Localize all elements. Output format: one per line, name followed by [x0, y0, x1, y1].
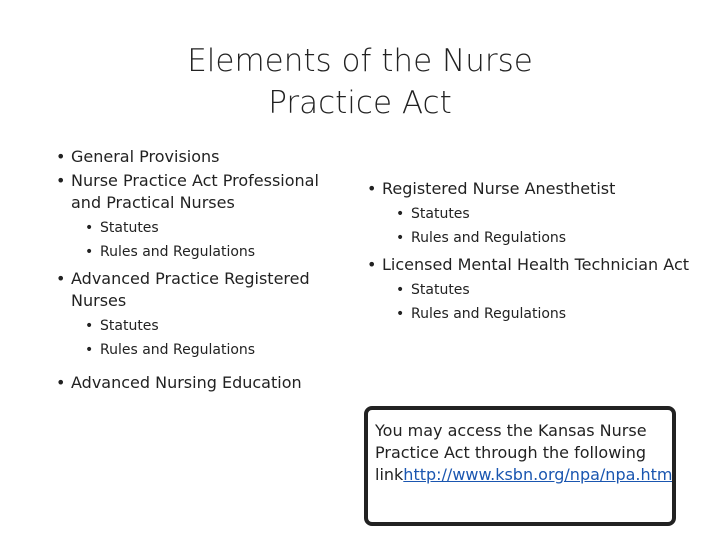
bullet-advanced-practice-registered-nurses: • Advanced Practice Registered Nurses: [56, 268, 341, 312]
sub-bullet-statutes: • Statutes: [56, 216, 341, 240]
access-text-line-3: [375, 464, 673, 486]
advanced-practice-sublist: [56, 314, 341, 362]
left-bullet-list-continued: [56, 268, 341, 312]
bullet-nurse-practice-act: • Nurse Practice Act Professional and Practical Nurses: [56, 170, 341, 214]
access-link-prefix: link: [375, 465, 404, 484]
bullet-general-provisions: • General Provisions: [56, 146, 341, 168]
sub-bullet-rules-and-regulations: • Rules and Regulations: [56, 338, 341, 362]
access-text-line-2: Practice Act through the following: [375, 443, 647, 462]
bottom-bullet: [56, 372, 456, 396]
sub-bullet-statutes: • Statutes: [367, 202, 697, 226]
right-bullet-list: [367, 178, 697, 200]
sub-bullet-rules-and-regulations: • Rules and Regulations: [367, 226, 697, 250]
sub-bullet-rules-and-regulations: • Rules and Regulations: [367, 302, 697, 326]
left-bullet-list: [56, 146, 341, 214]
nurse-anesthetist-sublist: [367, 202, 697, 250]
nurse-practice-act-link[interactable]: http://www.ksbn.org/npa/npa.htm: [403, 465, 673, 484]
sub-bullet-statutes: • Statutes: [367, 278, 697, 302]
slide-title-line-2: Practice Act: [268, 85, 452, 121]
sub-bullet-rules-and-regulations: • Rules and Regulations: [56, 240, 341, 264]
mental-health-technician-sublist: [367, 278, 697, 326]
bullet-advanced-nursing-education: • Advanced Nursing Education: [56, 372, 456, 394]
access-text-line-1: You may access the Kansas Nurse: [375, 421, 647, 440]
slide-title: [0, 40, 720, 124]
slide-title-line-1: Elements of the Nurse: [187, 43, 533, 79]
right-bullet-list-continued: [367, 254, 697, 276]
bullet-registered-nurse-anesthetist: • Registered Nurse Anesthetist: [367, 178, 697, 200]
nurse-practice-act-sublist: [56, 216, 341, 264]
left-bullet-column: [56, 146, 341, 366]
right-bullet-column: [367, 178, 697, 330]
access-info-box: [364, 406, 676, 526]
bullet-licensed-mental-health-technician-act: • Licensed Mental Health Technician Act: [367, 254, 697, 276]
sub-bullet-statutes: • Statutes: [56, 314, 341, 338]
bottom-bullet-list: [56, 372, 456, 394]
